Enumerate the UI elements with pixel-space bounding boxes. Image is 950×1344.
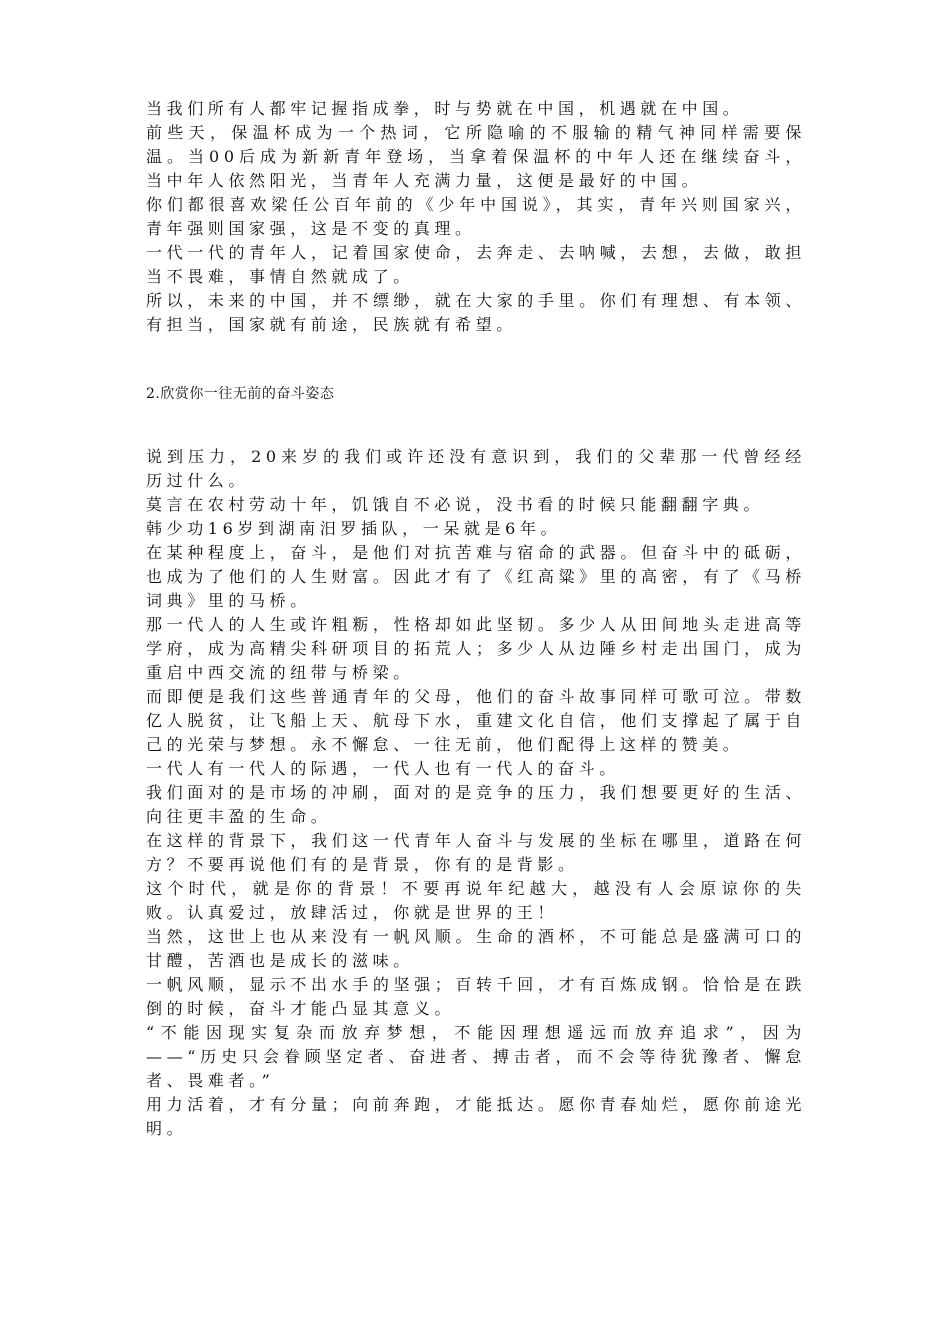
paragraph: 说到压力，20来岁的我们或许还没有意识到，我们的父辈那一代曾经经历过什么。 <box>146 447 806 490</box>
paragraph: 前些天，保温杯成为一个热词，它所隐喻的不服输的精气神同样需要保温。当00后成为新新青年登场，当拿着保温杯的中年人还在继续奋斗，当中年人依然阳光，当青年人充满力量，这便是最好的中国。 <box>146 123 806 190</box>
paragraph: “不能因现实复杂而放弃梦想，不能因理想遥远而放弃追求”，因为——“历史只会眷顾坚定者、奋进者、搏击者，而不会等待犹豫者、懈怠者、畏难者。” <box>146 1023 806 1090</box>
paragraph: 用力活着，才有分量；向前奔跑，才能抵达。愿你青春灿烂，愿你前途光明。 <box>146 1095 806 1138</box>
paragraph: 当然，这世上也从来没有一帆风顺。生命的酒杯，不可能总是盛满可口的甘醴，苦酒也是成长的滋味。 <box>146 927 806 970</box>
paragraph: 你们都很喜欢梁任公百年前的《少年中国说》，其实，青年兴则国家兴，青年强则国家强，这是不变的真理。 <box>146 195 806 238</box>
section-1-body <box>146 97 806 337</box>
paragraph: 我们面对的是市场的冲刷，面对的是竞争的压力，我们想要更好的生活、向往更丰盈的生命。 <box>146 783 806 826</box>
paragraph: 一代一代的青年人，记着国家使命，去奔走、去呐喊，去想，去做，敢担当不畏难，事情自然就成了。 <box>146 243 806 286</box>
paragraph: 一代人有一代人的际遇，一代人也有一代人的奋斗。 <box>146 759 620 778</box>
paragraph: 当我们所有人都牢记握指成拳，时与势就在中国，机遇就在中国。 <box>146 99 744 118</box>
paragraph: 这个时代，就是你的背景！不要再说年纪越大，越没有人会原谅你的失败。认真爱过，放肆活过，你就是世界的王！ <box>146 879 806 922</box>
paragraph: 而即便是我们这些普通青年的父母，他们的奋斗故事同样可歌可泣。带数亿人脱贫，让飞船上天、航母下水，重建文化自信，他们支撑起了属于自己的光荣与梦想。永不懈怠、一往无前，他们配得上这样的赞美。 <box>146 687 806 754</box>
paragraph: 在这样的背景下，我们这一代青年人奋斗与发展的坐标在哪里，道路在何方？不要再说他们有的是背景，你有的是背影。 <box>146 831 806 874</box>
paragraph: 那一代人的人生或许粗粝，性格却如此坚韧。多少人从田间地头走进高等学府，成为高精尖科研项目的拓荒人；多少人从边陲乡村走出国门，成为重启中西交流的纽带与桥梁。 <box>146 615 806 682</box>
paragraph: 韩少功16岁到湖南汨罗插队，一呆就是6年。 <box>146 519 562 538</box>
paragraph: 一帆风顺，显示不出水手的坚强；百转千回，才有百炼成钢。恰恰是在跌倒的时候，奋斗才能凸显其意义。 <box>146 975 806 1018</box>
paragraph: 莫言在农村劳动十年，饥饿自不必说，没书看的时候只能翻翻字典。 <box>146 495 765 514</box>
section-heading: 2.欣赏你一往无前的奋斗姿态 <box>146 386 335 402</box>
section-2-body <box>146 445 806 1141</box>
paragraph: 所以，未来的中国，并不缥缈，就在大家的手里。你们有理想、有本领、有担当，国家就有前途，民族就有希望。 <box>146 291 806 334</box>
paragraph: 在某种程度上，奋斗，是他们对抗苦难与宿命的武器。但奋斗中的砥砺，也成为了他们的人生财富。因此才有了《红高粱》里的高密，有了《马桥词典》里的马桥。 <box>146 543 806 610</box>
